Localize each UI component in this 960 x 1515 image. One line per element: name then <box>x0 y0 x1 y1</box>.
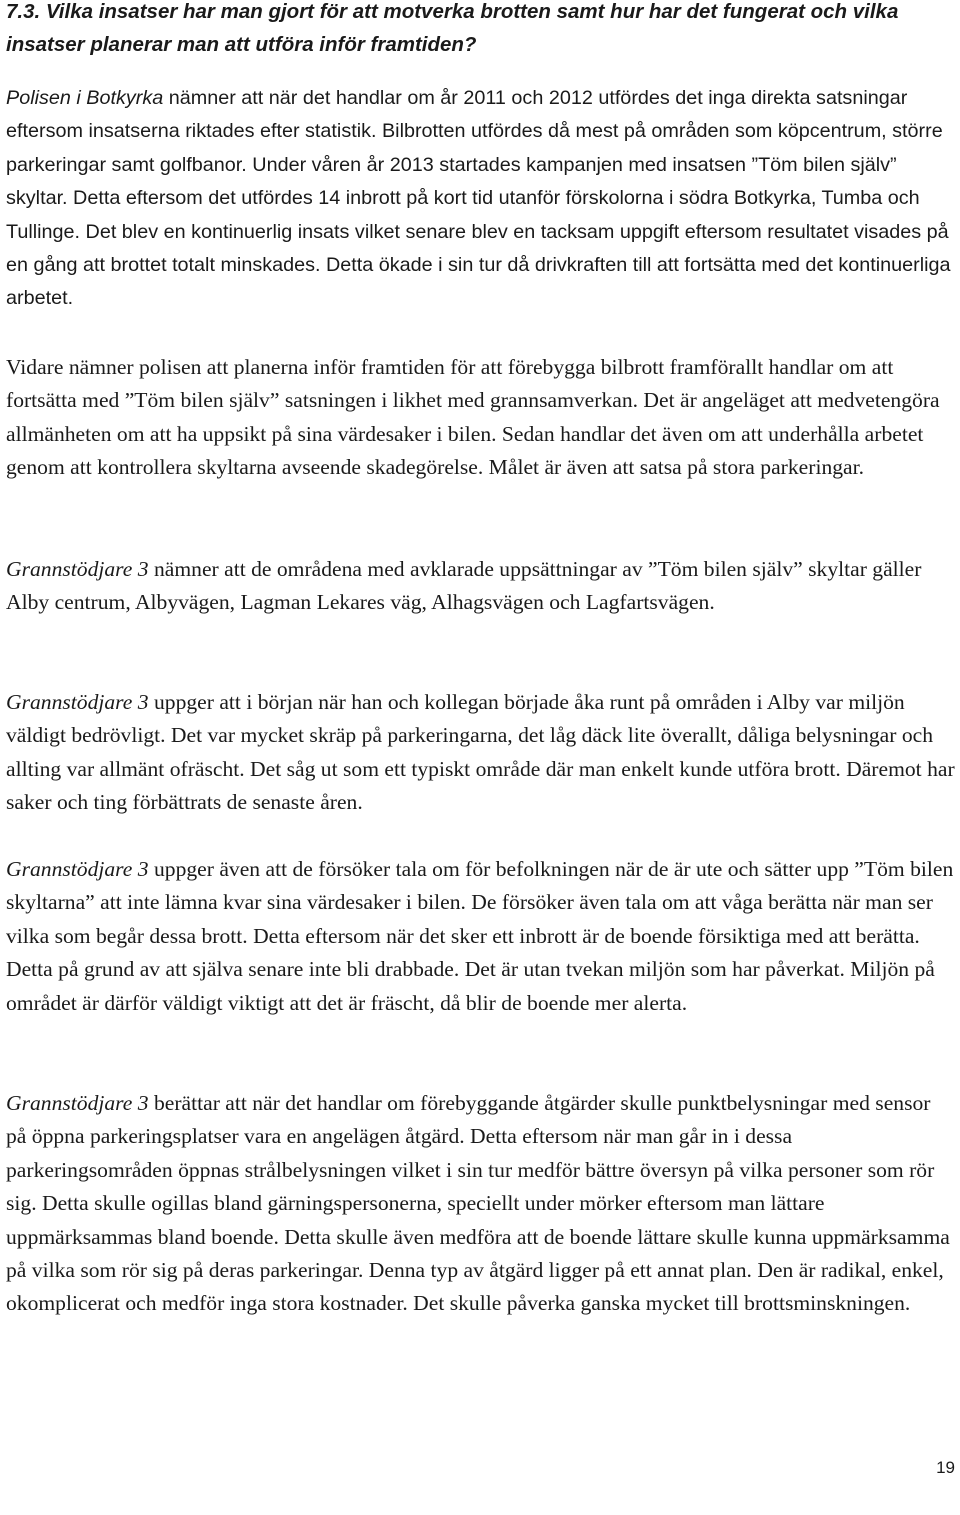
paragraph-subject: Grannstödjare 3 <box>6 690 149 714</box>
paragraph-environment <box>6 686 956 820</box>
paragraph-police-measures <box>6 82 956 316</box>
paragraph-text: uppger att i början när han och kollegan började åka runt på områden i Alby var miljön väldigt bedrövligt. Det var mycket skräp på parkeringarna, det låg däck lite överallt, dåliga belysningar och allting var allmänt ofräscht. Det såg ut som ett typiskt område där man enkelt kunde utföra brott. Däremot har saker och ting förbättrats de senaste åren. <box>6 690 955 815</box>
paragraph-text: nämner att när det handlar om år 2011 och 2012 utfördes det inga direkta satsningar eftersom insatserna riktades efter statistik. Bilbrotten utfördes då mest på områden som köpcentrum, större parkeringar samt golfbanor. Under våren år 2013 startades kampanjen med insatsen ”Töm bilen själv” skyltar. Detta eftersom det utfördes 14 inbrott på kort tid utanför förskolorna i södra Botkyrka, Tumba och Tullinge. Det blev en kontinuerlig insats vilket senare blev en tacksam uppgift eftersom resultatet visades på en gång att brottet totalt minskades. Detta ökade i sin tur då drivkraften till att fortsätta med det kontinuerliga arbetet. <box>6 87 951 310</box>
paragraph-text: nämner att de områdena med avklarade uppsättningar av ”Töm bilen själv” skyltar gäller Alby centrum, Albyvägen, Lagman Lekares väg, Alhagsvägen och Lagfartsvägen. <box>6 557 922 615</box>
page-number: 19 <box>936 1458 955 1477</box>
paragraph-subject: Grannstödjare 3 <box>6 557 149 581</box>
paragraph-sign-locations <box>6 553 956 620</box>
section-heading: 7.3. Vilka insatser har man gjort för att motverka brotten samt hur har det fungerat och vilka insatser planerar man att utföra inför framtiden? <box>6 0 899 56</box>
paragraph-community <box>6 853 956 1020</box>
paragraph-subject: Grannstödjare 3 <box>6 1091 149 1115</box>
paragraph-lighting <box>6 1087 956 1321</box>
paragraph-subject: Polisen i Botkyrka <box>6 87 164 109</box>
paragraph-subject: Grannstödjare 3 <box>6 857 149 881</box>
paragraph-text: berättar att när det handlar om förebyggande åtgärder skulle punktbelysningar med sensor på öppna parkeringsplatser vara en angelägen åtgärd. Detta eftersom när man går in i dessa parkeringsområden öppnas strålbelysningen vilket i sin tur medför bättre översyn på vilka personer som rör sig. Detta skulle ogillas bland gärningspersonerna, speciellt under mörker eftersom man lättare uppmärksammas bland boende. Detta skulle även medföra att de boende lättare skulle kunna uppmärksamma på vilka som rör sig på deras parkeringar. Denna typ av åtgärd ligger på ett annat plan. Den är radikal, enkel, okomplicerat och medför inga stora kostnader. Det skulle påverka ganska mycket till brottsminskningen. <box>6 1091 950 1316</box>
paragraph-future-plans <box>6 351 956 485</box>
paragraph-text: uppger även att de försöker tala om för befolkningen när de är ute och sätter upp ”Töm bilen skyltarna” att inte lämna kvar sina värdesaker i bilen. De försöker även tala om att våga berätta när man ser vilka som begår dessa brott. Detta eftersom när det sker ett inbrott är de boende försiktiga med att berätta. Detta på grund av att själva senare inte bli drabbade. Det är utan tvekan miljön som har påverkat. Miljön på området är därför väldigt viktigt att det är fräscht, då blir de boende mer alerta. <box>6 857 954 1015</box>
paragraph-text: Vidare nämner polisen att planerna inför framtiden för att förebygga bilbrott framförallt handlar om att fortsätta med ”Töm bilen själv” satsningen i likhet med grannsamverkan. Det är angeläget att medvetengöra allmänheten om att ha uppsikt på sina värdesaker i bilen. Sedan handlar det även om att underhålla arbetet genom att kontrollera skyltarna avseende skadegörelse. Målet är även att satsa på stora parkeringar. <box>6 355 940 480</box>
